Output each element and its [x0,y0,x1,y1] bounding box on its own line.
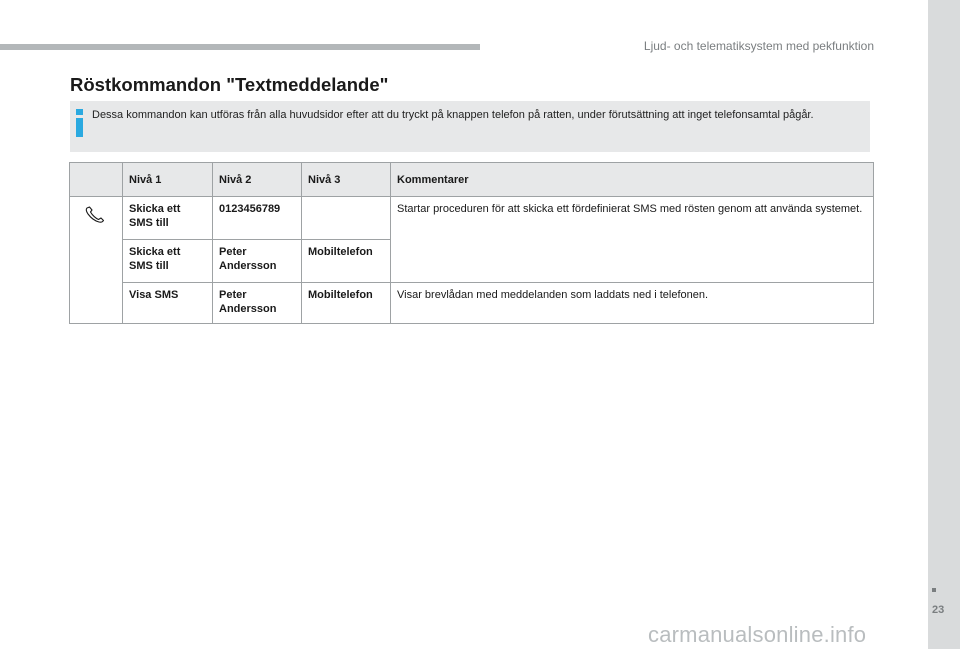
header-icon-cell [70,163,123,197]
phone-icon [85,206,105,224]
table-header-row [70,163,874,197]
voice-command-table [69,162,874,324]
cell-level-3: Mobiltelefon [302,240,391,283]
side-strip [928,0,960,649]
cell-level-1: Skicka ett SMS till [123,240,213,283]
cell-level-1: Visa SMS [123,283,213,324]
info-icon [76,109,83,137]
cell-level-2: Peter Andersson [213,240,302,283]
header-level-2: Nivå 2 [213,163,302,197]
header-bar [0,44,480,50]
cell-level-3 [302,197,391,240]
cell-comment: Visar brevlådan med meddelanden som laddats ned i telefonen. [391,283,874,324]
cell-comment: Startar proceduren för att skicka ett fördefinierat SMS med rösten genom att använda systemet. [391,197,874,283]
header-comments: Kommentarer [391,163,874,197]
cell-level-2: 0123456789 [213,197,302,240]
cell-level-3: Mobiltelefon [302,283,391,324]
table-row [70,283,874,324]
header-level-1: Nivå 1 [123,163,213,197]
chapter-title: Ljud- och telematiksystem med pekfunktion [643,39,874,53]
page-number: 23 [932,604,945,616]
header-level-3: Nivå 3 [302,163,391,197]
phone-icon-cell [70,197,123,324]
page-marker [932,588,936,592]
watermark: carmanualsonline.info [648,622,867,647]
table-row [70,197,874,240]
cell-level-2: Peter Andersson [213,283,302,324]
cell-level-1: Skicka ett SMS till [123,197,213,240]
section-title: Röstkommandon "Textmeddelande" [70,74,389,95]
info-box [70,101,870,152]
info-text: Dessa kommandon kan utföras från alla huvudsidor efter att du tryckt på knappen telefon på ratten, under förutsättning att inget telefonsamtal pågår. [92,109,814,121]
